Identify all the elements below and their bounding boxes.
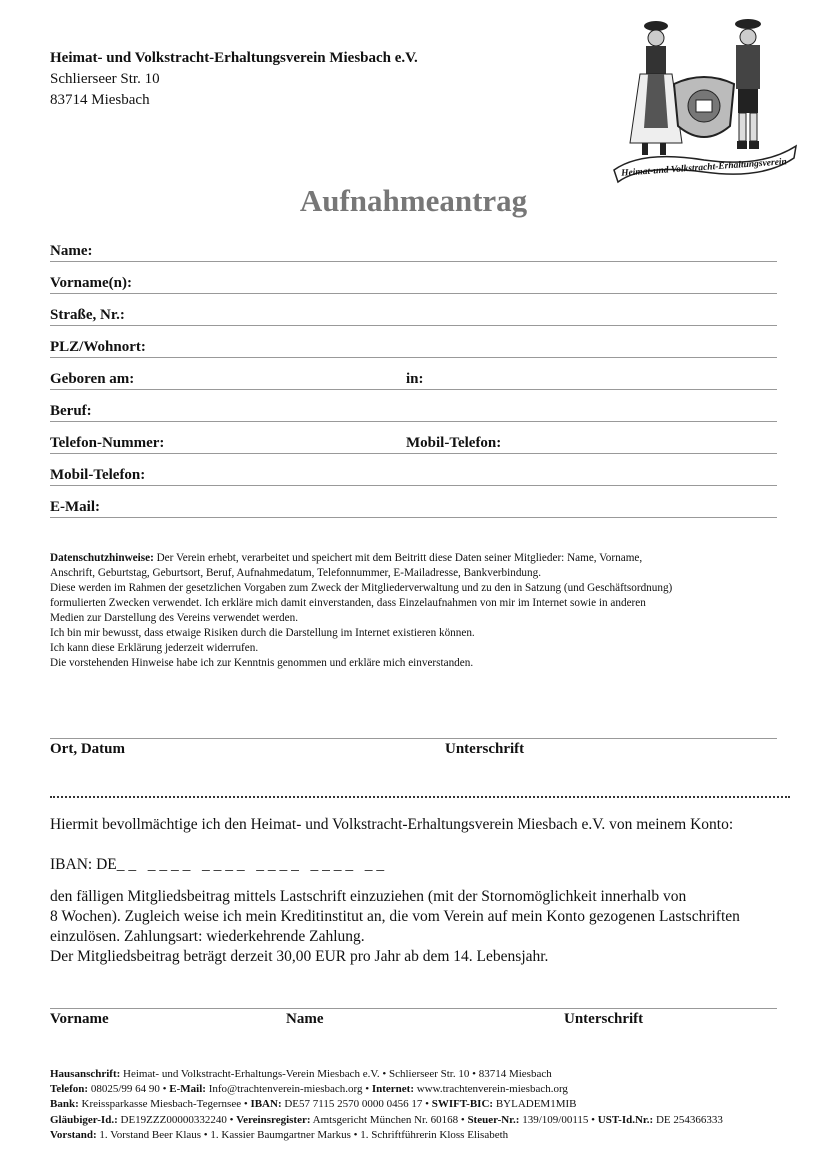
privacy-line: Ich kann diese Erklärung jederzeit widerrufen.	[50, 642, 259, 654]
email-field[interactable]	[50, 499, 777, 518]
footer-label: Steuer-Nr.:	[467, 1113, 520, 1126]
cut-line	[50, 782, 790, 798]
footer-label: Vorstand:	[50, 1128, 97, 1141]
footer-label: Telefon:	[50, 1083, 89, 1096]
footer-text: Heimat- und Volkstracht-Erhaltungs-Verein Miesbach e.V. • Schlierseer Str. 10 • 83714 Miesbach	[120, 1068, 552, 1080]
plz-label: PLZ/Wohnort:	[50, 339, 146, 355]
telefon-label: Telefon-Nummer:	[50, 435, 165, 451]
unterschrift-label: Unterschrift	[445, 741, 525, 757]
organization-street: Schlierseer Str. 10	[50, 71, 160, 87]
organization-address	[50, 48, 418, 111]
mandate-signature-line[interactable]	[50, 1008, 777, 1009]
telefon-field[interactable]	[50, 435, 777, 454]
footer-text: BYLADEM1MIB	[493, 1098, 577, 1111]
organization-name: Heimat- und Volkstracht-Erhaltungsverein Miesbach e.V.	[50, 50, 418, 66]
plz-field[interactable]	[50, 339, 777, 358]
footer-label: IBAN:	[250, 1098, 282, 1111]
footer-label: Internet:	[371, 1083, 414, 1096]
unterschrift-sign-label: Unterschrift	[564, 1011, 644, 1027]
mandate-text	[50, 887, 790, 967]
footer-text: DE 254366333	[653, 1113, 723, 1126]
ort-datum-label: Ort, Datum	[50, 741, 125, 757]
footer-label: Bank:	[50, 1098, 79, 1111]
footer-text: Info@trachtenverein-miesbach.org •	[205, 1083, 372, 1096]
privacy-line: Die vorstehenden Hinweise habe ich zur Kenntnis genommen und erkläre mich einverstanden.	[50, 657, 474, 669]
privacy-line: Der Verein erhebt, verarbeitet und speichert mit dem Beitritt diese Daten seiner Mitglieder: Name, Vorname,	[153, 552, 643, 564]
mandate-line: Der Mitgliedsbeitrag beträgt derzeit 30,00 EUR pro Jahr ab dem 14. Lebensjahr.	[50, 948, 549, 965]
privacy-line: formulierten Zwecken verwendet. Ich erkläre mich damit einverstanden, dass Einzelaufnahmen von mir im Internet sowie in anderen	[50, 597, 646, 609]
footer	[50, 1067, 820, 1143]
mandate-line: den fälligen Mitgliedsbeitrag mittels Lastschrift einzuziehen (mit der Stornomöglichkeit innerhalb von	[50, 888, 687, 905]
footer-label: Gläubiger-Id.:	[50, 1113, 118, 1126]
club-logo-graphic	[612, 18, 798, 184]
footer-text: Kreissparkasse Miesbach-Tegernsee •	[78, 1098, 251, 1111]
beruf-label: Beruf:	[50, 403, 92, 419]
footer-text: 139/109/00115 •	[519, 1113, 598, 1126]
footer-text: www.trachtenverein-miesbach.org	[413, 1083, 568, 1096]
footer-text: DE19ZZZ00000332240 •	[117, 1113, 237, 1126]
privacy-line: Medien zur Darstellung des Vereins verwendet werden.	[50, 612, 299, 624]
mobil-right-label: Mobil-Telefon:	[406, 435, 502, 451]
mobil-field[interactable]	[50, 467, 777, 486]
footer-label: Hausanschrift:	[50, 1068, 121, 1080]
club-logo	[612, 18, 798, 184]
mandate-line: 8 Wochen). Zugleich weise ich mein Kreditinstitut an, die vom Verein auf mein Konto gezogenen Lastschriften	[50, 908, 740, 925]
privacy-line: Ich bin mir bewusst, dass etwaige Risiken durch die Darstellung im Internet existieren können.	[50, 627, 475, 639]
beruf-field[interactable]	[50, 403, 777, 422]
organization-city: 83714 Miesbach	[50, 92, 150, 108]
mandate-intro: Hiermit bevollmächtige ich den Heimat- und Volkstracht-Erhaltungsverein Miesbach e.V. von meinem Konto:	[50, 816, 734, 833]
vorname-sign-label: Vorname	[50, 1011, 109, 1027]
footer-label: Vereinsregister:	[236, 1113, 311, 1126]
footer-text: DE57 7115 2570 0000 0456 17 •	[281, 1098, 432, 1111]
mobil-label: Mobil-Telefon:	[50, 467, 146, 483]
geboren-label: Geboren am:	[50, 371, 135, 387]
privacy-notice	[50, 551, 780, 671]
footer-label: E-Mail:	[169, 1083, 206, 1096]
strasse-field[interactable]	[50, 307, 777, 326]
iban-blanks: _ _ _ _ _ _ _ _ _ _ _ _ _ _ _ _ _ _ _ _	[116, 856, 385, 873]
email-label: E-Mail:	[50, 499, 100, 515]
privacy-line: Anschrift, Geburtstag, Geburtsort, Beruf, Aufnahmedatum, Telefonnummer, E-Mailadresse, Bankverbindung.	[50, 567, 541, 579]
signature-line[interactable]	[50, 738, 777, 739]
geburtsort-label: in:	[406, 371, 424, 387]
vorname-label: Vorname(n):	[50, 275, 132, 291]
iban-field[interactable]	[50, 856, 384, 874]
name-sign-label: Name	[286, 1011, 324, 1027]
page-title: Aufnahmeantrag	[299, 183, 528, 218]
name-label: Name:	[50, 243, 93, 259]
vorname-field[interactable]	[50, 275, 777, 294]
name-field[interactable]	[50, 243, 777, 262]
privacy-line: Diese werden im Rahmen der gesetzlichen Vorgaben zum Zweck der Mitgliederverwaltung und zu den in Satzung (und Geschäftsordnung)	[50, 582, 673, 594]
footer-text: Amtsgericht München Nr. 60168 •	[310, 1113, 468, 1126]
footer-label: UST-Id.Nr.:	[597, 1113, 654, 1126]
footer-text: 1. Vorstand Beer Klaus • 1. Kassier Baumgartner Markus • 1. Schriftführerin Kloss Elisabeth	[96, 1128, 509, 1141]
mandate-line: einzulösen. Zahlungsart: wiederkehrende Zahlung.	[50, 928, 365, 945]
logo-banner-text: Heimat-und Volkstracht-Erhaltungsverein	[620, 157, 788, 179]
strasse-label: Straße, Nr.:	[50, 307, 125, 323]
iban-label: IBAN: DE	[50, 856, 117, 873]
geboren-field[interactable]	[50, 371, 777, 390]
footer-text: 08025/99 64 90 •	[88, 1083, 170, 1096]
privacy-heading: Datenschutzhinweise:	[50, 552, 154, 564]
footer-label: SWIFT-BIC:	[431, 1098, 494, 1111]
